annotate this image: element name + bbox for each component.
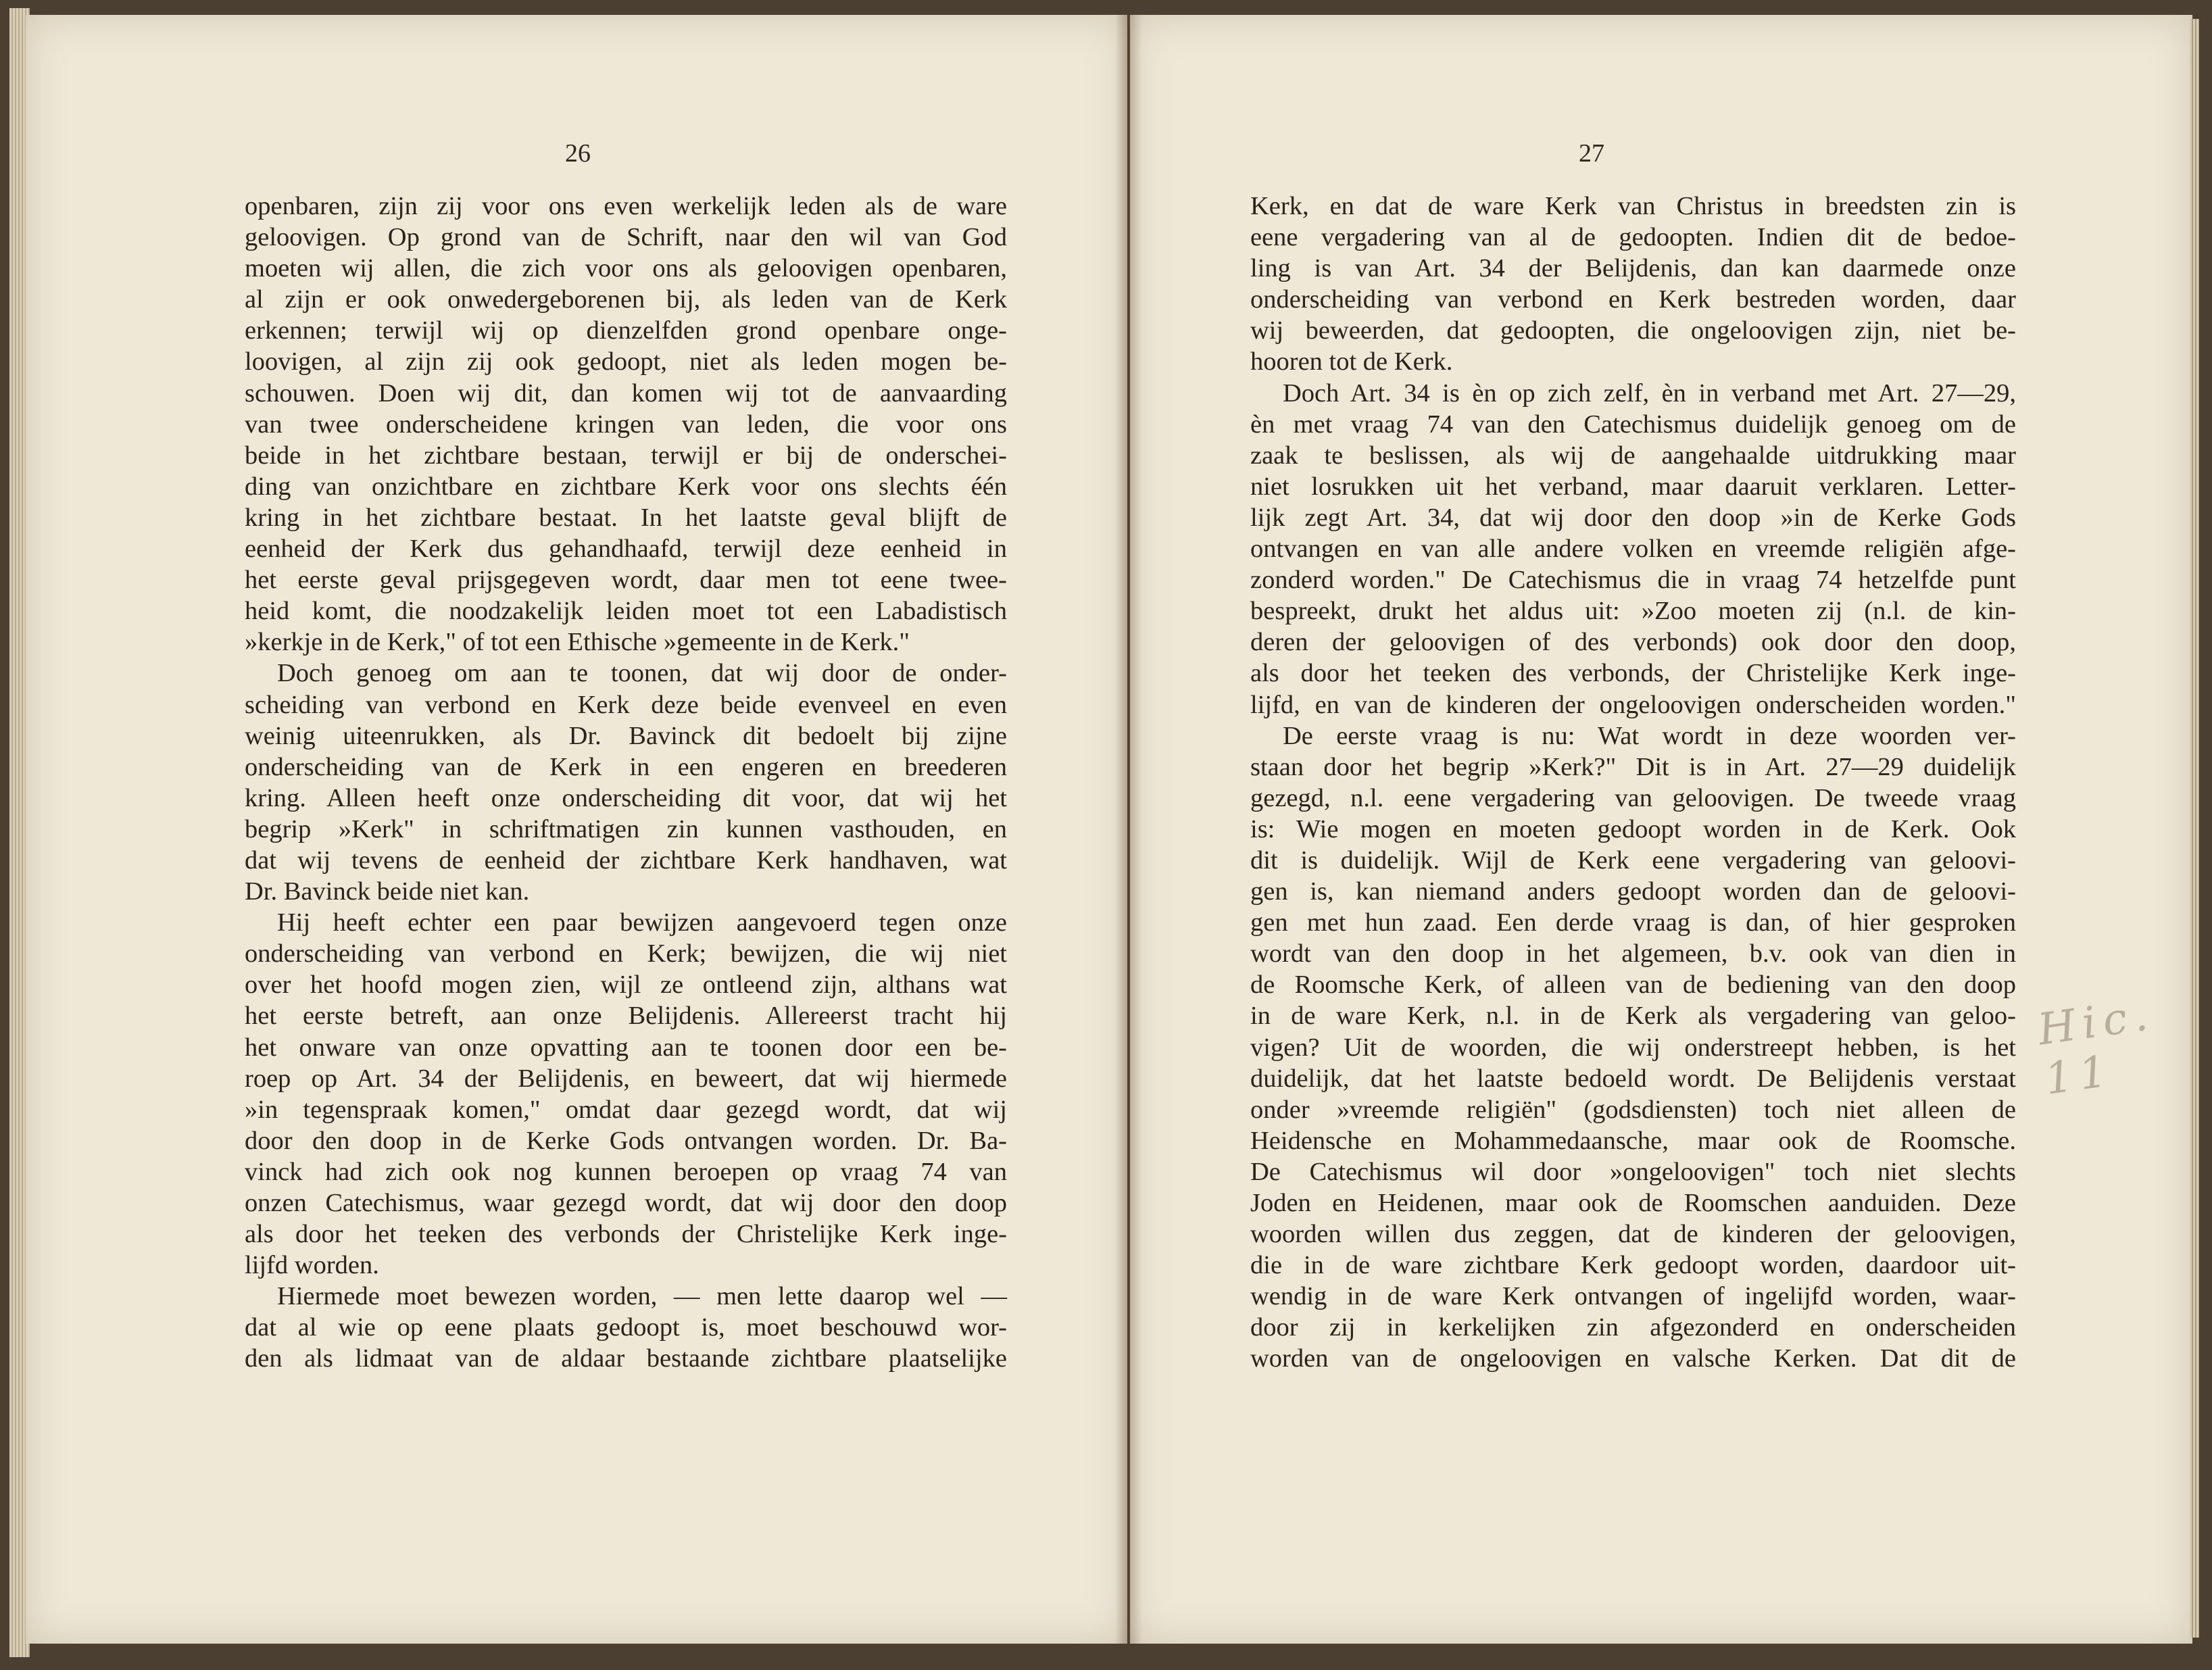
text-line: erkennen; terwijl wij op dienzelfden grond openbare onge-: [245, 316, 1007, 345]
text-line: ding van onzichtbare en zichtbare Kerk voor ons slechts één: [245, 472, 1007, 501]
text-line: vinck had zich ook nog kunnen beroepen op vraag 74 van: [245, 1157, 1007, 1186]
page-edges-right: [2190, 19, 2199, 1638]
text-line: Kerk, en dat de ware Kerk van Christus in breedsten zin is: [1250, 192, 2016, 220]
handwritten-margin-note: Hic. 11: [2034, 989, 2158, 1105]
text-line: al zijn er ook onwedergeborenen bij, als leden van de Kerk: [245, 285, 1007, 314]
text-line: vigen? Uit de woorden, die wij onderstreept hebben, is het: [1250, 1033, 2016, 1062]
text-line: eene vergadering van al de gedoopten. Indien dit de bedoe-: [1250, 223, 2016, 252]
text-line: kring. Alleen heeft onze onderscheiding dit voor, dat wij het: [245, 783, 1007, 812]
text-line: kring in het zichtbare bestaat. In het laatste geval blijft de: [245, 503, 1007, 532]
text-line: wendig in de ware Kerk ontvangen of ingelijfd worden, waar-: [1250, 1282, 2016, 1311]
text-line: Joden en Heidenen, maar ook de Roomschen aanduiden. Deze: [1250, 1189, 2016, 1217]
text-line: lijk zegt Art. 34, dat wij door den doop »in de Kerke Gods: [1250, 503, 2016, 532]
text-line: Doch genoeg om aan te toonen, dat wij door de onder-: [277, 659, 1007, 688]
text-line: roep op Art. 34 der Belijdenis, en beweert, dat wij hiermede: [245, 1064, 1007, 1093]
text-line: staan door het begrip »Kerk?" Dit is in Art. 27—29 duidelijk: [1250, 752, 2016, 781]
text-line: »kerkje in de Kerk," of tot een Ethische »gemeente in de Kerk.": [245, 628, 910, 657]
text-line: ling is van Art. 34 der Belijdenis, dan kan daarmede onze: [1250, 254, 2016, 283]
text-line: onderscheiding van verbond en Kerk bestreden worden, daar: [1250, 285, 2016, 314]
text-line: eenheid der Kerk dus gehandhaafd, terwijl deze eenheid in: [245, 535, 1007, 564]
text-line: over het hoofd mogen zien, wijl ze ontleend zijn, althans wat: [245, 971, 1007, 1000]
text-line: duidelijk, dat het laatste bedoeld wordt. De Belijdenis verstaat: [1250, 1064, 2016, 1093]
text-line: moeten wij allen, die zich voor ons als geloovigen openbaren,: [245, 254, 1007, 283]
text-line: die in de ware zichtbare Kerk gedoopt worden, daardoor uit-: [1250, 1251, 2016, 1280]
right-page-text: [1250, 191, 2016, 1375]
text-line: onderscheiding van de Kerk in een engeren en breederen: [245, 752, 1007, 781]
text-line: door zij in kerkelijken zin afgezonderd en onderscheiden: [1250, 1313, 2016, 1342]
text-line: in de ware Kerk, n.l. in de Kerk als vergadering van geloo-: [1250, 1002, 2016, 1031]
text-line: Dr. Bavinck beide niet kan.: [245, 877, 530, 906]
text-line: van twee onderscheidene kringen van leden, die voor ons: [245, 410, 1007, 439]
text-line: gen is, kan niemand anders gedoopt worden dan de geloovi-: [1250, 877, 2016, 906]
text-line: Hiermede moet bewezen worden, — men lette daarop wel —: [277, 1282, 1007, 1311]
text-line: heid komt, die noodzakelijk leiden moet tot een Labadistisch: [245, 597, 1007, 626]
text-line: bespreekt, drukt het aldus uit: »Zoo moeten zij (n.l. de kin-: [1250, 597, 2016, 626]
page-number-right: 27: [1579, 139, 1604, 168]
text-line: den als lidmaat van de aldaar bestaande zichtbare plaatselijke: [245, 1344, 1007, 1373]
text-line: loovigen, al zijn zij ook gedoopt, niet als leden mogen be-: [245, 347, 1007, 376]
text-line: zonderd worden." De Catechismus die in vraag 74 hetzelfde punt: [1250, 566, 2016, 595]
text-line: Doch Art. 34 is èn op zich zelf, èn in verband met Art. 27—29,: [1283, 378, 2016, 408]
text-line: het eerste betreft, aan onze Belijdenis. Allereerst tracht hij: [245, 1002, 1007, 1031]
text-line: het onware van onze opvatting aan te toonen door een be-: [245, 1033, 1007, 1062]
text-line: weinig uiteenrukken, als Dr. Bavinck dit bedoelt bij zijne: [245, 721, 1007, 750]
text-line: wordt van den doop in het algemeen, b.v. ook van dien in: [1250, 939, 2016, 968]
page-number-left: 26: [565, 139, 591, 168]
text-line: dit is duidelijk. Wijl de Kerk eene vergadering van geloovi-: [1250, 845, 2016, 875]
text-line: Heidensche en Mohammedaansche, maar ook de Roomsche.: [1250, 1126, 2016, 1155]
text-line: als door het teeken des verbonds, der Christelijke Kerk inge-: [1250, 659, 2016, 688]
text-line: deren der geloovigen of des verbonds) ook door den doop,: [1250, 628, 2016, 657]
text-line: de Roomsche Kerk, of alleen van de bediening van den doop: [1250, 971, 2016, 1000]
text-line: het eerste geval prijsgegeven wordt, daar men tot eene twee-: [245, 566, 1007, 595]
text-line: door den doop in de Kerke Gods ontvangen worden. Dr. Ba-: [245, 1126, 1007, 1155]
text-line: zaak te beslissen, als wij de aangehaalde uitdrukking maar: [1250, 441, 2016, 470]
left-page-text: [245, 191, 1007, 1375]
text-line: onder »vreemde religiën" (godsdiensten) toch niet alleen de: [1250, 1095, 2016, 1124]
text-line: De Catechismus wil door »ongeloovigen" toch niet slechts: [1250, 1157, 2016, 1186]
text-line: wij beweerden, dat gedoopten, die ongeloovigen zijn, niet be-: [1250, 316, 2016, 345]
text-line: De eerste vraag is nu: Wat wordt in deze woorden ver-: [1283, 721, 2016, 750]
text-line: dat wij tevens de eenheid der zichtbare Kerk handhaven, wat: [245, 845, 1007, 875]
text-line: onzen Catechismus, waar gezegd wordt, dat wij door den doop: [245, 1189, 1007, 1217]
text-line: niet losrukken uit het verband, maar daaruit verklaren. Letter-: [1250, 472, 2016, 501]
text-line: woorden willen dus zeggen, dat de kinderen der geloovigen,: [1250, 1220, 2016, 1249]
text-line: scheiding van verbond en Kerk deze beide evenveel en even: [245, 690, 1007, 719]
text-line: gen met hun zaad. Een derde vraag is dan, of hier gesproken: [1250, 908, 2016, 937]
text-line: lijfd worden.: [245, 1251, 379, 1280]
book-gutter: [1115, 15, 1142, 1644]
text-line: openbaren, zijn zij voor ons even werkelijk leden als de ware: [245, 192, 1007, 220]
text-line: Hij heeft echter een paar bewijzen aangevoerd tegen onze: [277, 908, 1007, 937]
text-line: èn met vraag 74 van den Catechismus duidelijk genoeg om de: [1250, 410, 2016, 439]
text-line: worden van de ongeloovigen en valsche Kerken. Dat dit de: [1250, 1344, 2016, 1373]
text-line: hooren tot de Kerk.: [1250, 347, 1453, 376]
text-line: dat al wie op eene plaats gedoopt is, moet beschouwd wor-: [245, 1313, 1007, 1342]
text-line: schouwen. Doen wij dit, dan komen wij tot de aanvaarding: [245, 378, 1007, 408]
text-line: is: Wie mogen en moeten gedoopt worden in de Kerk. Ook: [1250, 814, 2016, 843]
text-line: begrip »Kerk" in schriftmatigen zin kunnen vasthouden, en: [245, 814, 1007, 843]
text-line: lijfd, en van de kinderen der ongeloovigen onderscheiden worden.": [1250, 690, 2016, 719]
text-line: ontvangen en van alle andere volken en vreemde religiën afge-: [1250, 535, 2016, 564]
text-line: geloovigen. Op grond van de Schrift, naar den wil van God: [245, 223, 1007, 252]
text-line: onderscheiding van verbond en Kerk; bewijzen, die wij niet: [245, 939, 1007, 968]
text-line: beide in het zichtbare bestaan, terwijl er bij de onderschei-: [245, 441, 1007, 470]
text-line: gezegd, n.l. eene vergadering van geloovigen. De tweede vraag: [1250, 783, 2016, 812]
text-line: als door het teeken des verbonds der Christelijke Kerk inge-: [245, 1220, 1007, 1249]
text-line: »in tegenspraak komen," omdat daar gezegd wordt, dat wij: [245, 1095, 1007, 1124]
